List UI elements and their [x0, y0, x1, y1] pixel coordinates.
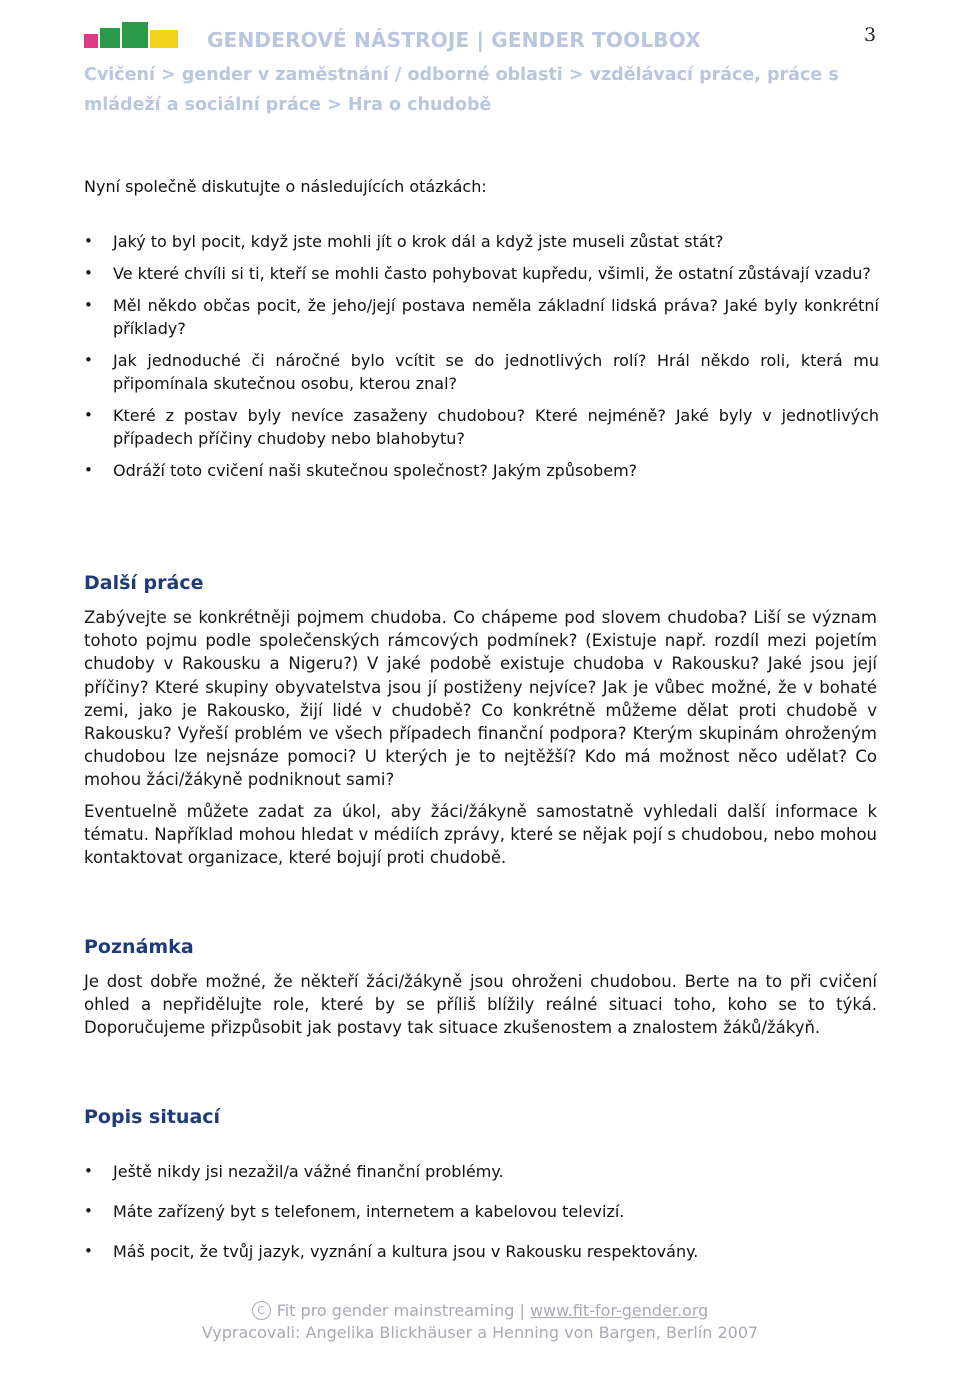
situation-item: • Ještě nikdy jsi nezažil/a vážné finanční problémy. — [84, 1160, 879, 1200]
question-item: • Jak jednoduché či náročné bylo vcítit se do jednotlivých rolí? Hrál někdo roli, která mu připomínala skutečnou osobu, kterou znal? — [84, 349, 879, 395]
note-paragraph: Je dost dobře možné, že někteří žáci/žákyně jsou ohroženi chudobou. Berte na to při cvičení ohled a nepřidělujte role, které by se příliš blížily reálné situaci toho, koho se to týká. Doporučujeme přizpůsobit jak postavy tak situace zkušenostem a znalostem žáků/žákyň. — [84, 972, 877, 1038]
header-title: GENDEROVÉ NÁSTROJE | GENDER TOOLBOX — [207, 28, 701, 52]
footer-separator: | — [519, 1301, 525, 1320]
logo-square-green-large — [122, 22, 148, 48]
footer-line-1 — [0, 1300, 960, 1322]
question-item: • Měl někdo občas pocit, že jeho/její postava neměla základní lidská práva? Jaké byly konkrétní příklady? — [84, 294, 879, 340]
logo-square-green — [100, 28, 120, 48]
discussion-intro: Nyní společně diskutujte o následujících otázkách: — [84, 177, 487, 196]
question-item: • Odráží toto cvičení naši skutečnou společnost? Jakým způsobem? — [84, 459, 879, 482]
footer-org: Fit pro gender mainstreaming — [276, 1301, 515, 1320]
situation-item: • Máte zařízený byt s telefonem, internetem a kabelovou televizí. — [84, 1200, 879, 1240]
situation-item: • Máš pocit, že tvůj jazyk, vyznání a kultura jsou v Rakousku respektovány. — [84, 1240, 879, 1280]
footer — [0, 1300, 960, 1344]
question-item: • Ve které chvíli si ti, kteří se mohli často pohybovat kupředu, všimli, že ostatní zůstávají vzadu? — [84, 262, 879, 285]
footer-website-link[interactable]: www.fit-for-gender.org — [529, 1301, 709, 1320]
situations-heading: Popis situací — [84, 1106, 221, 1128]
further-work-paragraph-1: Zabývejte se konkrétněji pojmem chudoba. Co chápeme pod slovem chudoba? Liší se význam tohoto pojmu podle společenských rámcových podmínek? (Existuje např. rozdíl mezi pojetím chudoby v Rakousku a Nigeru?) V jaké podobě existuje chudoba v Rakousku? Jaké jsou její příčiny? Které skupiny obyvatelstva jsou jí postiženy nejvíce? Jak je vůbec možné, že v bohaté zemi, jako je Rakousko, žijí lidé v chudobě? Co konkrétně můžeme dělat proti chudobě v Rakousku? Vyřeší problém ve všech případech finanční podpora? Kterým skupinám ohroženým chudobou lze nejsnáze pomoci? U kterých je to nejtěžší? Kdo má možnost něco udělat? Co mohou žáci/žákyně podniknout sami? — [84, 608, 877, 790]
breadcrumb-line-2: mládeží a sociální práce > Hra o chudobě — [84, 95, 492, 115]
further-work-heading: Další práce — [84, 572, 204, 594]
breadcrumb — [84, 60, 854, 120]
question-list — [84, 230, 879, 491]
copyright-icon: C — [252, 1301, 271, 1320]
question-item: • Které z postav byly nevíce zasaženy chudobou? Které nejméně? Jaké byly v jednotlivých případech příčiny chudoby nebo blahobytu? — [84, 404, 879, 450]
logo-square-yellow — [150, 30, 178, 48]
situations-list — [84, 1160, 879, 1280]
further-work-paragraph-2: Eventuelně můžete zadat za úkol, aby žáci/žákyně samostatně vyhledali další informace k tématu. Například mohou hledat v médiích zprávy, které se nějak pojí s chudobou, nebo mohou kontaktovat organizace, které bojují proti chudobě. — [84, 802, 877, 868]
logo — [84, 22, 180, 48]
note-heading: Poznámka — [84, 936, 194, 958]
logo-square-pink — [84, 34, 98, 48]
question-item: • Jaký to byl pocit, když jste mohli jít o krok dál a když jste museli zůstat stát? — [84, 230, 879, 253]
footer-credits: Vypracovali: Angelika Blickhäuser a Henning von Bargen, Berlín 2007 — [201, 1323, 759, 1342]
page-number: 3 — [864, 24, 877, 46]
breadcrumb-line-1: Cvičení > gender v zaměstnání / odborné oblasti > vzdělávací práce, práce s — [84, 65, 839, 85]
